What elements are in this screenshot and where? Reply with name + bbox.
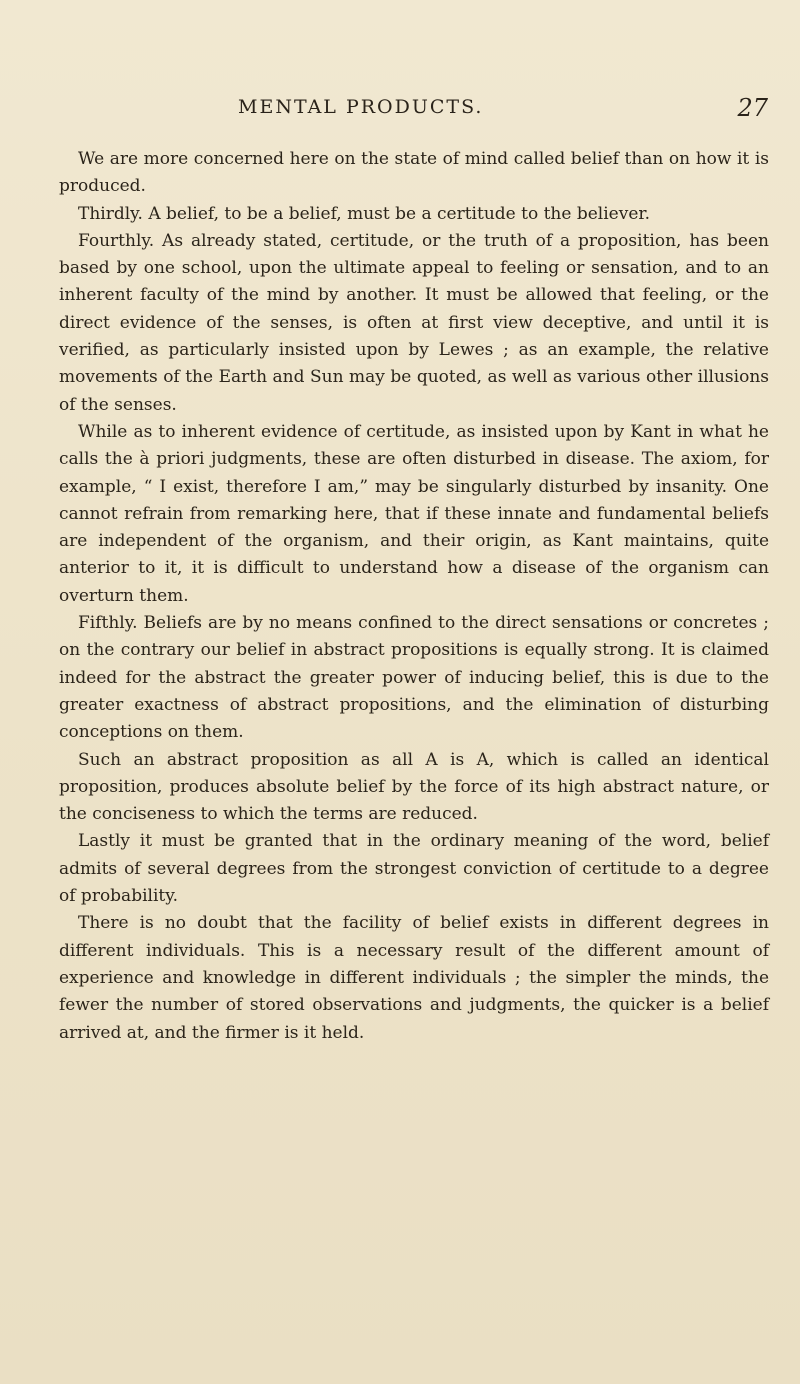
- paragraph: Fifthly. Beliefs are by no means confined to the direct sensations or concretes ; on the contrary our belief in abstract propositions is equally strong. It is claimed indeed for the abstract the greater power of inducing belief, this is due to the greater exactness of abstract propositions, and the elimination of disturbing conceptions on them.: [59, 613, 769, 743]
- paragraph: Thirdly. A belief, to be a belief, must be a certitude to the believer.: [78, 203, 651, 224]
- paragraph: Lastly it must be granted that in the ordinary meaning of the word, belief admits of several degrees from the strongest conviction of certitude to a degree of probability.: [59, 831, 769, 907]
- running-head-title: MENTAL PRODUCTS.: [238, 96, 484, 118]
- paragraph: We are more concerned here on the state of mind called belief than on how it is produced.: [59, 149, 769, 197]
- paragraph: While as to inherent evidence of certitude, as insisted upon by Kant in what he calls the à priori judgments, these are often disturbed in disease. The axiom, for example, “ I exist, therefore I am,” may be singularly disturbed by insanity. One cannot refrain from remarking here, that if these innate and fundamental beliefs are independent of the organism, and their origin, as Kant maintains, quite anterior to it, it is difficult to understand how a disease of the organism can overturn them.: [59, 421, 769, 606]
- paragraph: There is no doubt that the facility of belief exists in different degrees in different individuals. This is a necessary result of the different amount of experience and knowledge in different individuals ; the simpler the minds, the fewer the number of stored observations and judgments, the quicker is a belief arrived at, and the firmer is it held.: [59, 913, 769, 1043]
- paragraph: Such an abstract proposition as all A is A, which is called an identical proposition, produces absolute belief by the force of its high abstract nature, or the conciseness to which the terms are reduced.: [59, 749, 769, 825]
- paragraph: Fourthly. As already stated, certitude, or the truth of a proposition, has been based by one school, upon the ultimate appeal to feeling or sensation, and to an inherent faculty of the mind by another. It must be allowed that feeling, or the direct evidence of the senses, is often at first view deceptive, and until it is verified, as particularly insisted upon by Lewes ; as an example, the relative movements of the Earth and Sun may be quoted, as well as various other illusions of the senses.: [59, 230, 769, 415]
- page-number: 27: [737, 94, 768, 122]
- body-text: [59, 146, 769, 1047]
- running-head: [60, 94, 768, 128]
